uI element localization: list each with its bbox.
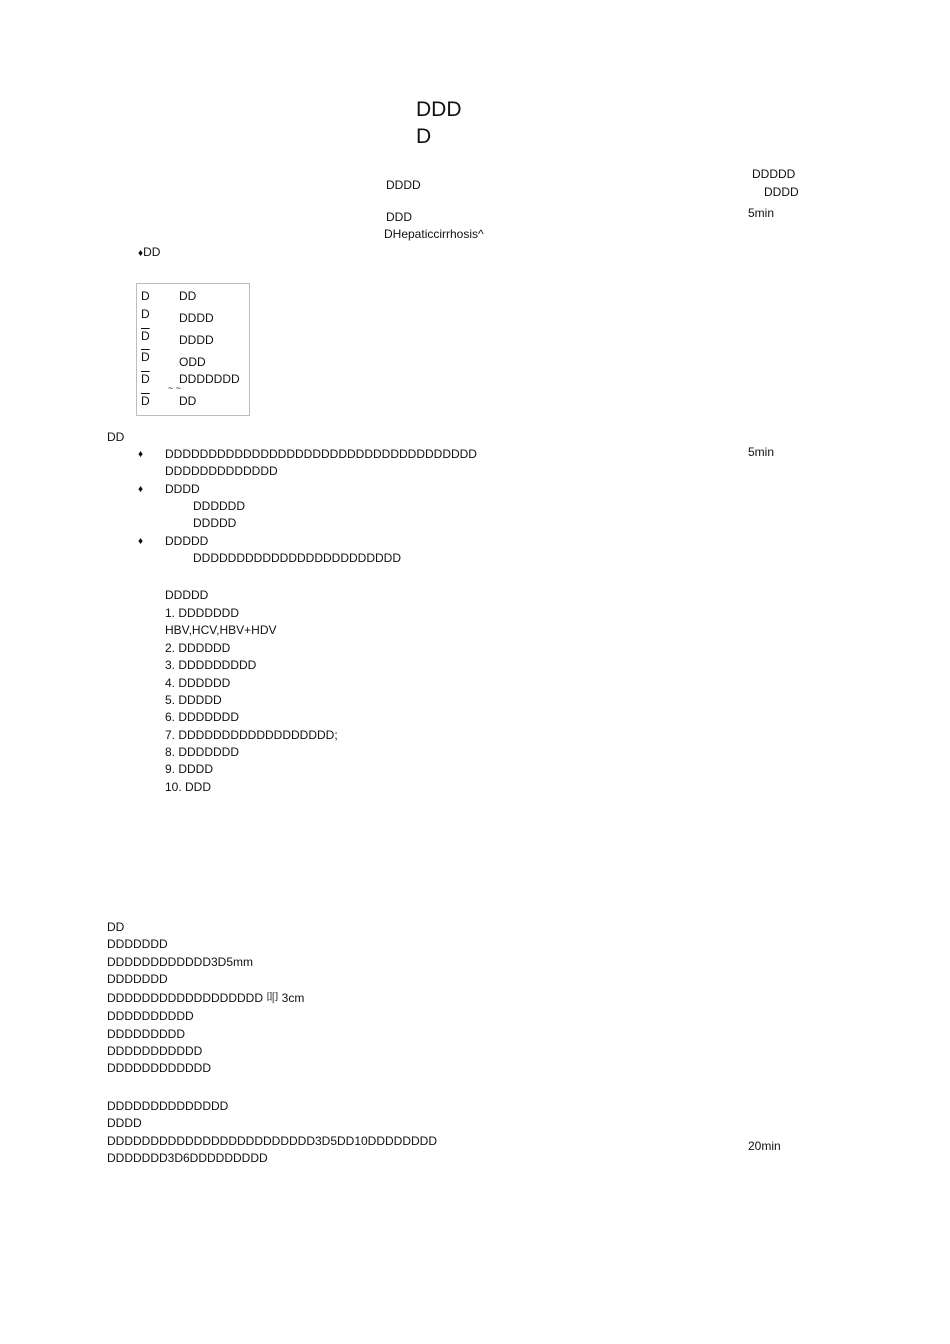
section-d-line: DDDDDDDDDDDDDD (107, 1099, 229, 1113)
section-c-line: DDDDDDDDDDDDDDDDDD 叩 3cm (107, 991, 305, 1005)
box-left-cell: $\overline{D}$ (141, 394, 150, 408)
bullet-subitem: DDDDDD (193, 499, 245, 513)
diamond-bullet-icon: ♦ (138, 484, 144, 495)
header-time: 5min (748, 206, 775, 220)
list-heading: DDDDD (165, 588, 209, 602)
list-item: 7. DDDDDDDDDDDDDDDDDD; (165, 728, 338, 742)
box-right-cell: ODD (179, 355, 206, 369)
box-right-cell: DDDD (179, 333, 214, 347)
bullet-item: DDDD (165, 482, 200, 496)
list-item: 10. DDD (165, 780, 212, 794)
list-item: 1. DDDDDDD (165, 606, 240, 620)
list-item: 6. DDDDDDD (165, 710, 240, 724)
box-tilde-mark: ~ ~ (168, 383, 182, 393)
box-left-cell: $\overline{D}$ (141, 350, 150, 364)
section-b-time: 5min (748, 445, 775, 459)
header-meta-right-2: DDDD (764, 185, 799, 199)
section-c-line: DDDDDDDDDDD (107, 1044, 203, 1058)
section-c-line: DDDDDDDDDDDD (107, 1061, 211, 1075)
diamond-bullet-icon: ♦ (138, 536, 144, 547)
section-d-line: DDDDDDDDDDDDDDDDDDDDDDDD3D5DD10DDDDDDDD (107, 1134, 438, 1148)
section-c-line: DDDDDDDDDD (107, 1009, 194, 1023)
bullet-subitem: DDDDD (193, 516, 237, 530)
box-left-cell: D (141, 307, 150, 321)
bullet-item: DDDDD (165, 534, 209, 548)
section-c-heading: DD (107, 920, 125, 934)
bullet-item-continuation: DDDDDDDDDDDDD (165, 464, 278, 478)
header-label-2: DDD (386, 210, 412, 224)
header-label-1: DDDD (386, 178, 421, 192)
diamond-bullet-icon: ♦ (138, 248, 144, 259)
list-item: 2. DDDDDD (165, 641, 231, 655)
bullet-item: DDDDDDDDDDDDDDDDDDDDDDDDDDDDDDDDDDDD (165, 447, 477, 461)
section-b-heading: DD (107, 430, 125, 444)
list-item: 9. DDDD (165, 762, 214, 776)
section-d-time: 20min (748, 1139, 781, 1153)
document-title-line-2: D (416, 125, 432, 148)
diamond-bullet-icon: ♦ (138, 449, 144, 460)
document-title-line-1: DDD (416, 98, 462, 121)
section-d-line: DDDDDDD3D6DDDDDDDDD (107, 1151, 268, 1165)
section-c-line: DDDDDDDDDDDD3D5mm (107, 955, 253, 969)
section-c-line: DDDDDDD (107, 937, 168, 951)
box-left-cell: D (141, 289, 150, 303)
section-c-line: DDDDDDD (107, 972, 168, 986)
list-item: HBV,HCV,HBV+HDV (165, 623, 277, 637)
bullet-subitem: DDDDDDDDDDDDDDDDDDDDDDDD (193, 551, 401, 565)
list-item: 4. DDDDDD (165, 676, 231, 690)
list-item: 5. DDDDD (165, 693, 222, 707)
box-left-cell: $\overline{D}$ (141, 372, 150, 386)
box-right-cell: DDDD (179, 311, 214, 325)
box-right-cell: DD (179, 394, 197, 408)
topic-line: DHepaticcirrhosis^ (384, 227, 484, 241)
header-meta-right-1: DDDDD (752, 167, 796, 181)
box-left-cell: $\overline{D}$ (141, 329, 150, 343)
section-a-heading-text: DD (143, 245, 161, 259)
section-c-line: DDDDDDDDD (107, 1027, 185, 1041)
box-right-cell: DD (179, 289, 197, 303)
box-right-cell: DDDDDDD (179, 372, 240, 386)
list-item: 8. DDDDDDD (165, 745, 240, 759)
list-item: 3. DDDDDDDDD (165, 658, 257, 672)
section-a-heading (138, 244, 160, 262)
section-d-line: DDDD (107, 1116, 142, 1130)
